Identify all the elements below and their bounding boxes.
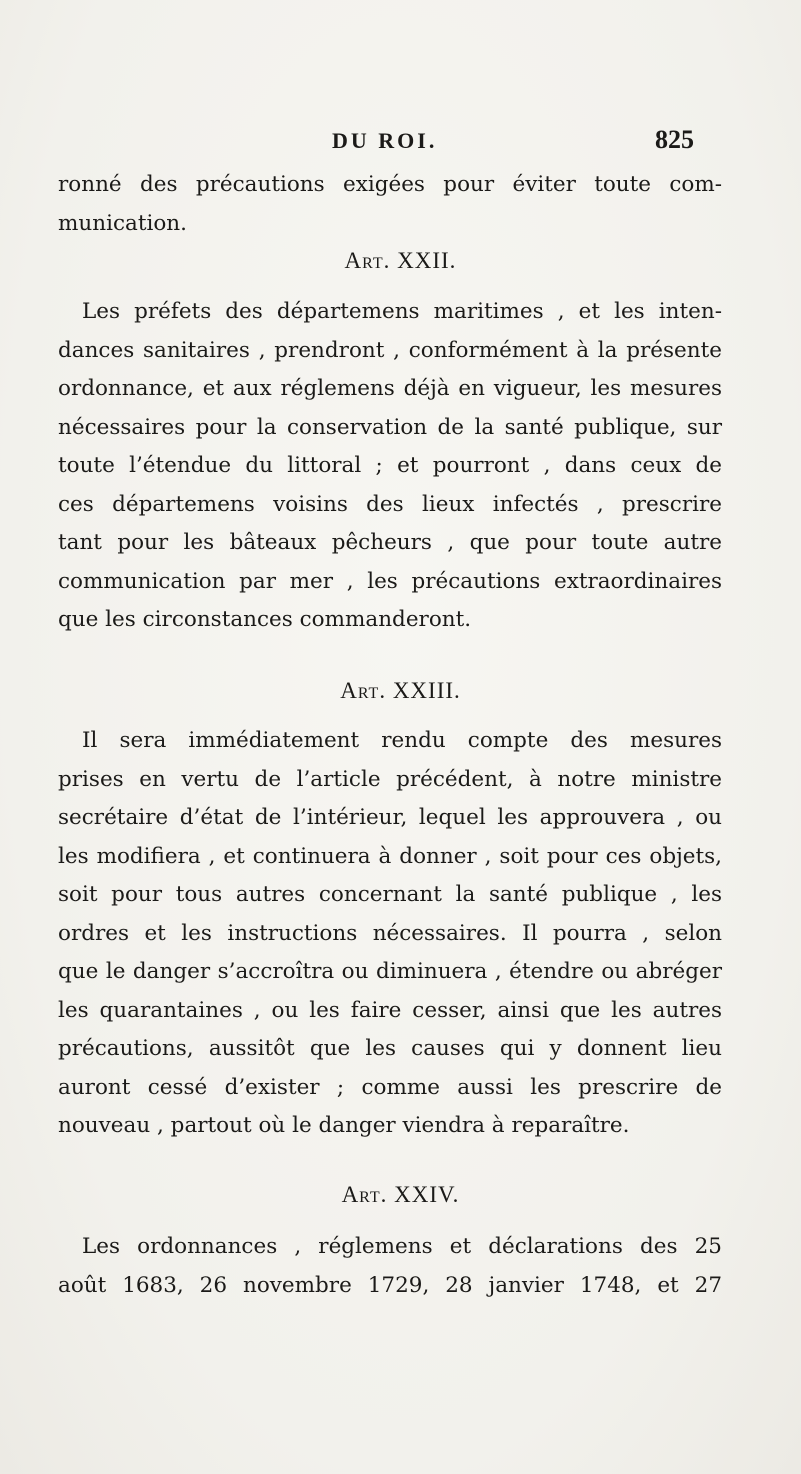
text-line: que le danger s’accroîtra ou diminuera , étendre ou abréger — [58, 959, 722, 984]
text-line: les quarantaines , ou les faire cesser, ainsi que les autres — [58, 997, 722, 1023]
text-line: munication. — [58, 210, 187, 236]
paragraph-continuation — [58, 166, 722, 243]
article-xxiv-body — [58, 1228, 722, 1305]
text-line: Les préfets des départemens maritimes , et les inten- — [82, 299, 722, 324]
article-xxii-body — [58, 293, 722, 640]
running-title: DU ROI. — [332, 128, 438, 153]
text-line: précautions, aussitôt que les causes qui y donnent lieu — [58, 1036, 722, 1061]
text-line: août 1683, 26 novembre 1729, 28 janvier 1748, et 27 — [58, 1272, 722, 1298]
page-number: 825 — [655, 125, 694, 154]
text-line: tant pour les bâteaux pêcheurs , que pour toute autre — [58, 530, 722, 555]
text-line: que les circonstances commanderont. — [58, 607, 472, 632]
text-line: Il sera immédiatement rendu compte des mesures — [82, 728, 722, 753]
text-line: Les ordonnances , réglemens et déclarations des 25 — [82, 1234, 722, 1259]
text-line: nécessaires pour la conservation de la santé publique, sur — [58, 414, 722, 440]
text-line: les modifiera , et continuera à donner , soit pour ces objets, — [58, 843, 722, 869]
article-heading-xxii: Art. XXII. — [344, 248, 457, 273]
article-xxiii-body — [58, 722, 722, 1146]
text-line: soit pour tous autres concernant la santé publique , les — [58, 882, 722, 907]
text-line: auront cessé d’exister ; comme aussi les prescrire de — [58, 1074, 722, 1100]
text-line: toute l’étendue du littoral ; et pourront , dans ceux de — [58, 453, 722, 478]
text-line: ordres et les instructions nécessaires. Il pourra , selon — [58, 920, 722, 946]
text-line: secrétaire d’état de l’intérieur, lequel les approuvera , ou — [58, 805, 722, 830]
text-line: ces départemens voisins des lieux infectés , prescrire — [58, 491, 722, 517]
text-line: prises en vertu de l’article précédent, à notre ministre — [58, 766, 722, 792]
article-heading-xxiv: Art. XXIV. — [341, 1182, 460, 1207]
text-line: communication par mer , les précautions extraordinaires — [58, 568, 722, 594]
running-head — [300, 125, 720, 168]
text-line: ordonnance, et aux réglemens déjà en vigueur, les mesures — [58, 376, 722, 401]
text-line: ronné des précautions exigées pour éviter toute com- — [58, 172, 722, 197]
article-heading-xxiii: Art. XXIII. — [340, 678, 461, 703]
text-line: dances sanitaires , prendront , conformément à la présente — [58, 337, 722, 363]
text-line: nouveau , partout où le danger viendra à reparaître. — [58, 1113, 630, 1138]
